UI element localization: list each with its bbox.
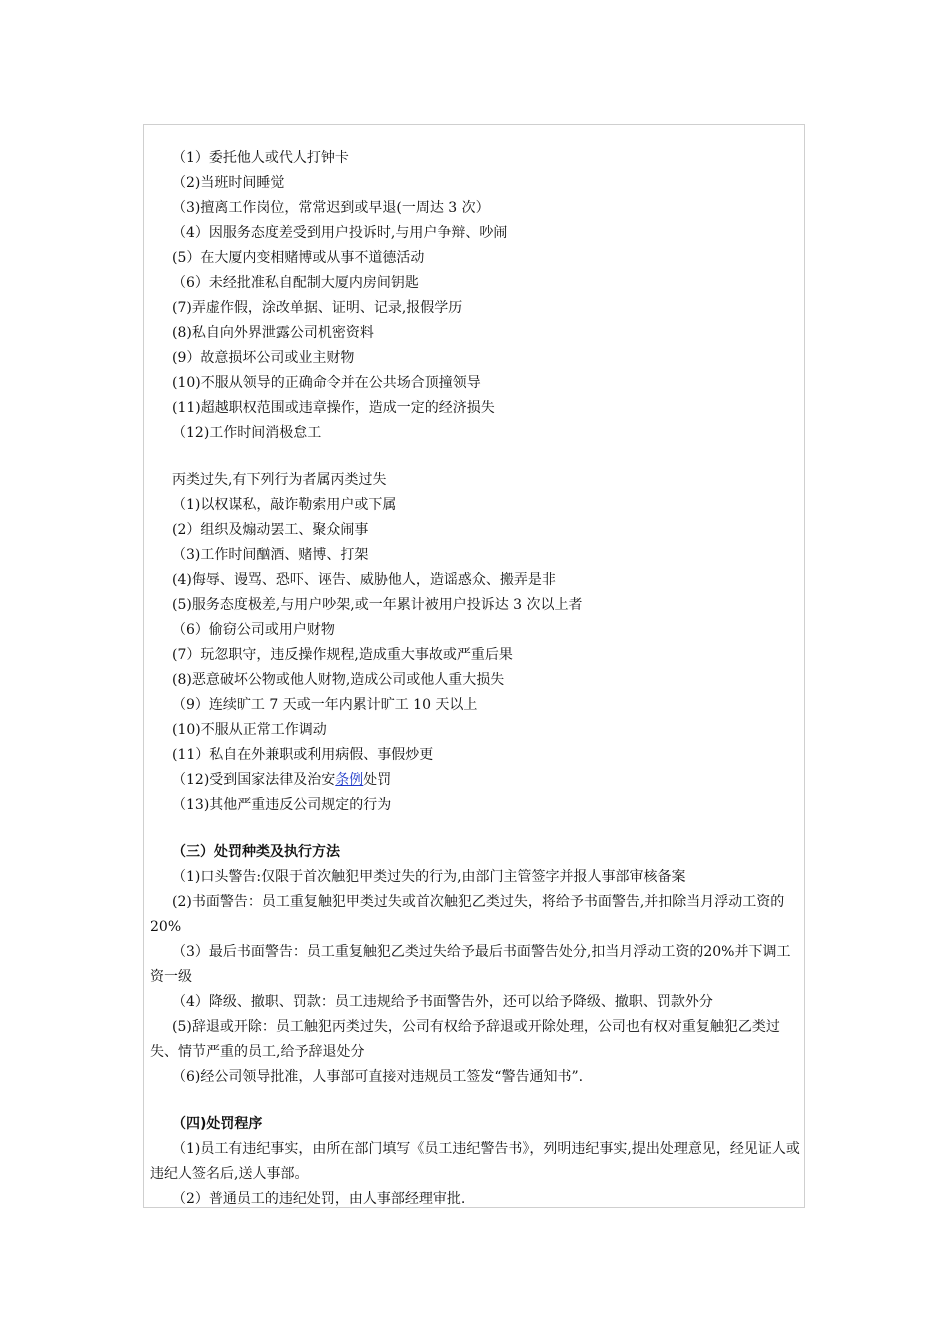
list-item: (4)侮辱、谩骂、恐吓、诬告、威胁他人，造谣惑众、搬弄是非 xyxy=(172,572,556,588)
list-item: （4）因服务态度差受到用户投诉时,与用户争辩、吵闹 xyxy=(172,225,508,241)
section-4 xyxy=(150,1112,800,1212)
list-item: (5)服务态度极差,与用户吵架,或一年累计被用户投诉达 3 次以上者 xyxy=(172,597,583,613)
list-item: （13)其他严重违反公司规定的行为 xyxy=(172,797,392,813)
list-item: （3)工作时间酗酒、赌博、打架 xyxy=(172,547,369,563)
list-item: （12)工作时间消极怠工 xyxy=(172,425,322,441)
list-item: (10)不服从领导的正确命令并在公共场合顶撞领导 xyxy=(172,375,481,391)
section-b-list xyxy=(150,146,800,446)
list-item: （1）委托他人或代人打钟卡 xyxy=(172,150,349,166)
list-item: (2)书面警告：员工重复触犯甲类过失或首次触犯乙类过失，将给予书面警告,并扣除当月浮动工资的 20% xyxy=(150,894,785,935)
regulation-link[interactable]: 条例 xyxy=(335,772,364,788)
list-item: (2）组织及煽动罢工、聚众闹事 xyxy=(172,522,369,538)
list-item: (10)不服从正常工作调动 xyxy=(172,722,327,738)
list-item: （3)擅离工作岗位，常常迟到或早退(一周达 3 次） xyxy=(172,200,490,216)
section-3-paras xyxy=(150,890,800,1090)
list-item: (5)辞退或开除：员工触犯丙类过失，公司有权给予辞退或开除处理，公司也有权对重复触犯乙类过失、情节严重的员工,给予辞退处分 xyxy=(150,1019,780,1060)
section-c-intro: 丙类过失,有下列行为者属丙类过失 xyxy=(172,472,387,488)
document-body xyxy=(150,146,800,1212)
list-item: (7）玩忽职守，违反操作规程,造成重大事故或严重后果 xyxy=(172,647,513,663)
list-item: (11)超越职权范围或违章操作，造成一定的经济损失 xyxy=(172,400,495,416)
list-item: （6）未经批准私自配制大厦内房间钥匙 xyxy=(172,275,419,291)
list-item: （1)以权谋私，敲诈勒索用户或下属 xyxy=(172,497,397,513)
list-item: （3）最后书面警告：员工重复触犯乙类过失给予最后书面警告处分,扣当月浮动工资的20%并下调工资一级 xyxy=(150,944,791,985)
item12-prefix: （12)受到国家法律及治安 xyxy=(172,772,336,788)
section-c-list xyxy=(150,468,800,818)
list-item: （4）降级、撤职、罚款：员工违规给予书面警告外，还可以给予降级、撤职、罚款外分 xyxy=(172,994,713,1010)
list-item: （1)员工有违纪事实，由所在部门填写《员工违纪警告书》，列明违纪事实,提出处理意见，经见证人或违纪人签名后,送人事部。 xyxy=(150,1141,800,1182)
list-item: (11）私自在外兼职或利用病假、事假炒更 xyxy=(172,747,434,763)
list-item: （2）普通员工的违纪处罚，由人事部经理审批. xyxy=(172,1191,466,1207)
list-item: （2)当班时间睡觉 xyxy=(172,175,285,191)
list-item: (8)恶意破坏公物或他人财物,造成公司或他人重大损失 xyxy=(172,672,505,688)
list-item: （1)口头警告:仅限于首次触犯甲类过失的行为,由部门主管签字并报人事部审核备案 xyxy=(172,869,686,885)
section-3 xyxy=(150,840,800,890)
list-item: （9）连续旷工 7 天或一年内累计旷工 10 天以上 xyxy=(172,697,478,713)
list-item xyxy=(172,768,800,793)
list-item: (8)私自向外界泄露公司机密资料 xyxy=(172,325,374,341)
list-item: (5）在大厦内变相赌博或从事不道德活动 xyxy=(172,250,425,266)
list-item: （6)经公司领导批准，人事部可直接对违规员工签发“警告通知书”. xyxy=(172,1069,584,1085)
section-3-heading: （三）处罚种类及执行方法 xyxy=(172,844,340,860)
section-4-heading: （四)处罚程序 xyxy=(172,1116,263,1132)
item12-suffix: 处罚 xyxy=(363,772,392,788)
list-item: (7)弄虚作假，涂改单据、证明、记录,报假学历 xyxy=(172,300,463,316)
list-item: (9）故意损坏公司或业主财物 xyxy=(172,350,355,366)
list-item: （6）偷窃公司或用户财物 xyxy=(172,622,335,638)
